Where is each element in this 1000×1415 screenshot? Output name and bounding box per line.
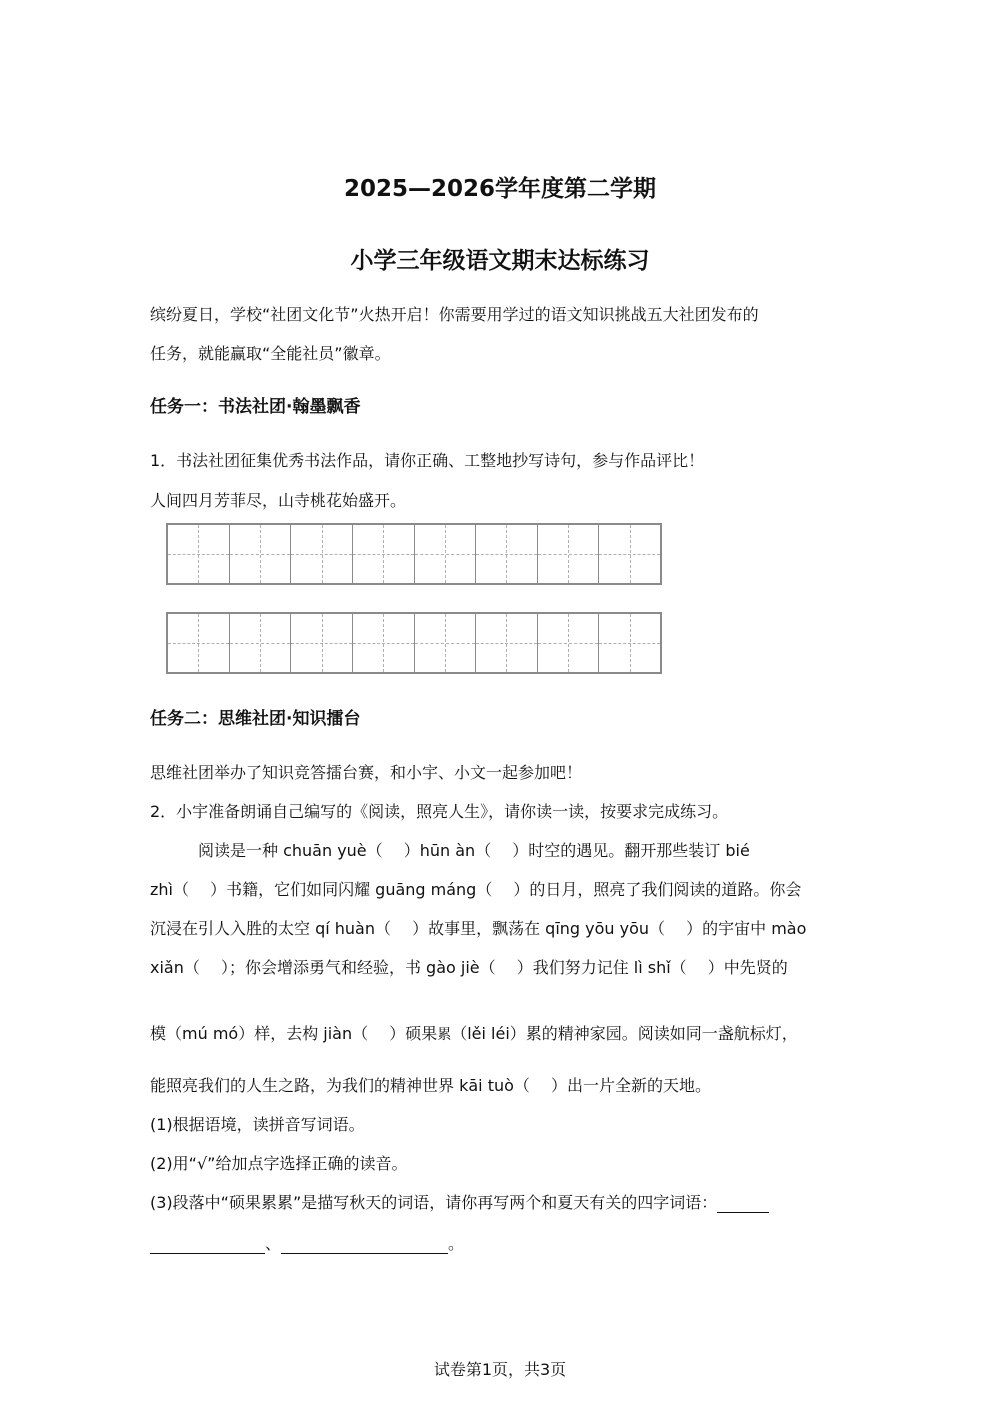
sub-question-1: (1)根据语境，读拼音写词语。	[150, 1115, 365, 1134]
passage-line-2: zhì（ ）书籍，它们如同闪耀 guāng máng（ ）的日月，照亮了我们阅读的道路。你会	[150, 880, 802, 899]
tianzige-cell[interactable]	[538, 614, 600, 672]
sub-question-2: (2)用“√”给加点字选择正确的读音。	[150, 1154, 408, 1173]
passage-line-3: 沉浸在引人入胜的太空 qí huàn（ ）故事里，飘荡在 qīng yōu yōu（ ）的宇宙中 mào	[150, 919, 807, 938]
answer-blank-1-start[interactable]	[717, 1196, 769, 1213]
passage-line-5-part-d: （lěi léi）累的精神家园。阅读如同一盏航标灯，	[451, 1024, 798, 1043]
writing-grid-row-2[interactable]	[166, 612, 662, 674]
tianzige-cell[interactable]	[476, 614, 538, 672]
tianzige-cell[interactable]	[599, 525, 660, 583]
tianzige-cell[interactable]	[353, 614, 415, 672]
tianzige-cell[interactable]	[291, 614, 353, 672]
tianzige-cell[interactable]	[415, 525, 477, 583]
tianzige-cell[interactable]	[599, 614, 660, 672]
task1-heading: 任务一：书法社团·翰墨飘香	[150, 397, 361, 417]
tianzige-cell[interactable]	[230, 525, 292, 583]
poem-line: 人间四月芳菲尽，山寺桃花始盛开。	[150, 491, 407, 510]
question-2-text: 2．小宇准备朗诵自己编写的《阅读，照亮人生》，请你读一读，按要求完成练习。	[150, 802, 729, 821]
intro-line-1: 缤纷夏日，学校“社团文化节”火热开启！你需要用学过的语文知识挑战五大社团发布的	[150, 305, 759, 324]
tianzige-cell[interactable]	[168, 525, 230, 583]
passage-line-1: 阅读是一种 chuān yuè（ ）hūn àn（ ）时空的遇见。翻开那些装订 bié	[198, 841, 750, 860]
dotted-char-mu: 模	[150, 1024, 167, 1043]
blank-separator: 、	[265, 1234, 282, 1253]
tianzige-cell[interactable]	[538, 525, 600, 583]
tianzige-cell[interactable]	[476, 525, 538, 583]
tianzige-cell[interactable]	[230, 614, 292, 672]
passage-line-4: xiǎn（ ）；你会增添勇气和经验，书 gào jiè（ ）我们努力记住 lì shǐ（ ）中先贤的	[150, 958, 788, 977]
question-1-text: 1．书法社团征集优秀书法作品，请你正确、工整地抄写诗句，参与作品评比！	[150, 451, 705, 470]
tianzige-cell[interactable]	[168, 614, 230, 672]
writing-grid-row-1[interactable]	[166, 523, 662, 585]
answer-blank-1-end[interactable]	[150, 1237, 265, 1254]
tianzige-cell[interactable]	[353, 525, 415, 583]
tianzige-cell[interactable]	[415, 614, 477, 672]
sub-question-3	[150, 1193, 850, 1213]
passage-line-6: 能照亮我们的人生之路，为我们的精神世界 kāi tuò（ ）出一片全新的天地。	[150, 1076, 711, 1095]
exam-title-subject: 小学三年级语文期末达标练习	[350, 248, 650, 274]
exam-title-term: 2025—2026学年度第二学期	[343, 176, 657, 202]
task2-intro: 思维社团举办了知识竞答擂台赛，和小宇、小文一起参加吧！	[150, 763, 583, 782]
sentence-end-mark: 。	[448, 1234, 465, 1253]
answer-blank-2[interactable]	[281, 1237, 448, 1254]
passage-line-5-part-b: （mú mó）样，去构 jiàn（ ）硕果	[166, 1024, 438, 1043]
sub-question-3-blanks	[150, 1234, 850, 1254]
passage-line-5	[150, 1024, 850, 1045]
sub-question-3-text: (3)段落中“硕果累累”是描写秋天的词语，请你再写两个和夏天有关的四字词语：	[150, 1193, 718, 1212]
tianzige-cell[interactable]	[291, 525, 353, 583]
task2-heading: 任务二：思维社团·知识擂台	[150, 709, 361, 729]
intro-line-2: 任务，就能赢取“全能社员”徽章。	[150, 344, 391, 363]
dotted-char-lei: 累	[437, 1027, 452, 1043]
page-footer: 试卷第1页，共3页	[433, 1360, 567, 1379]
